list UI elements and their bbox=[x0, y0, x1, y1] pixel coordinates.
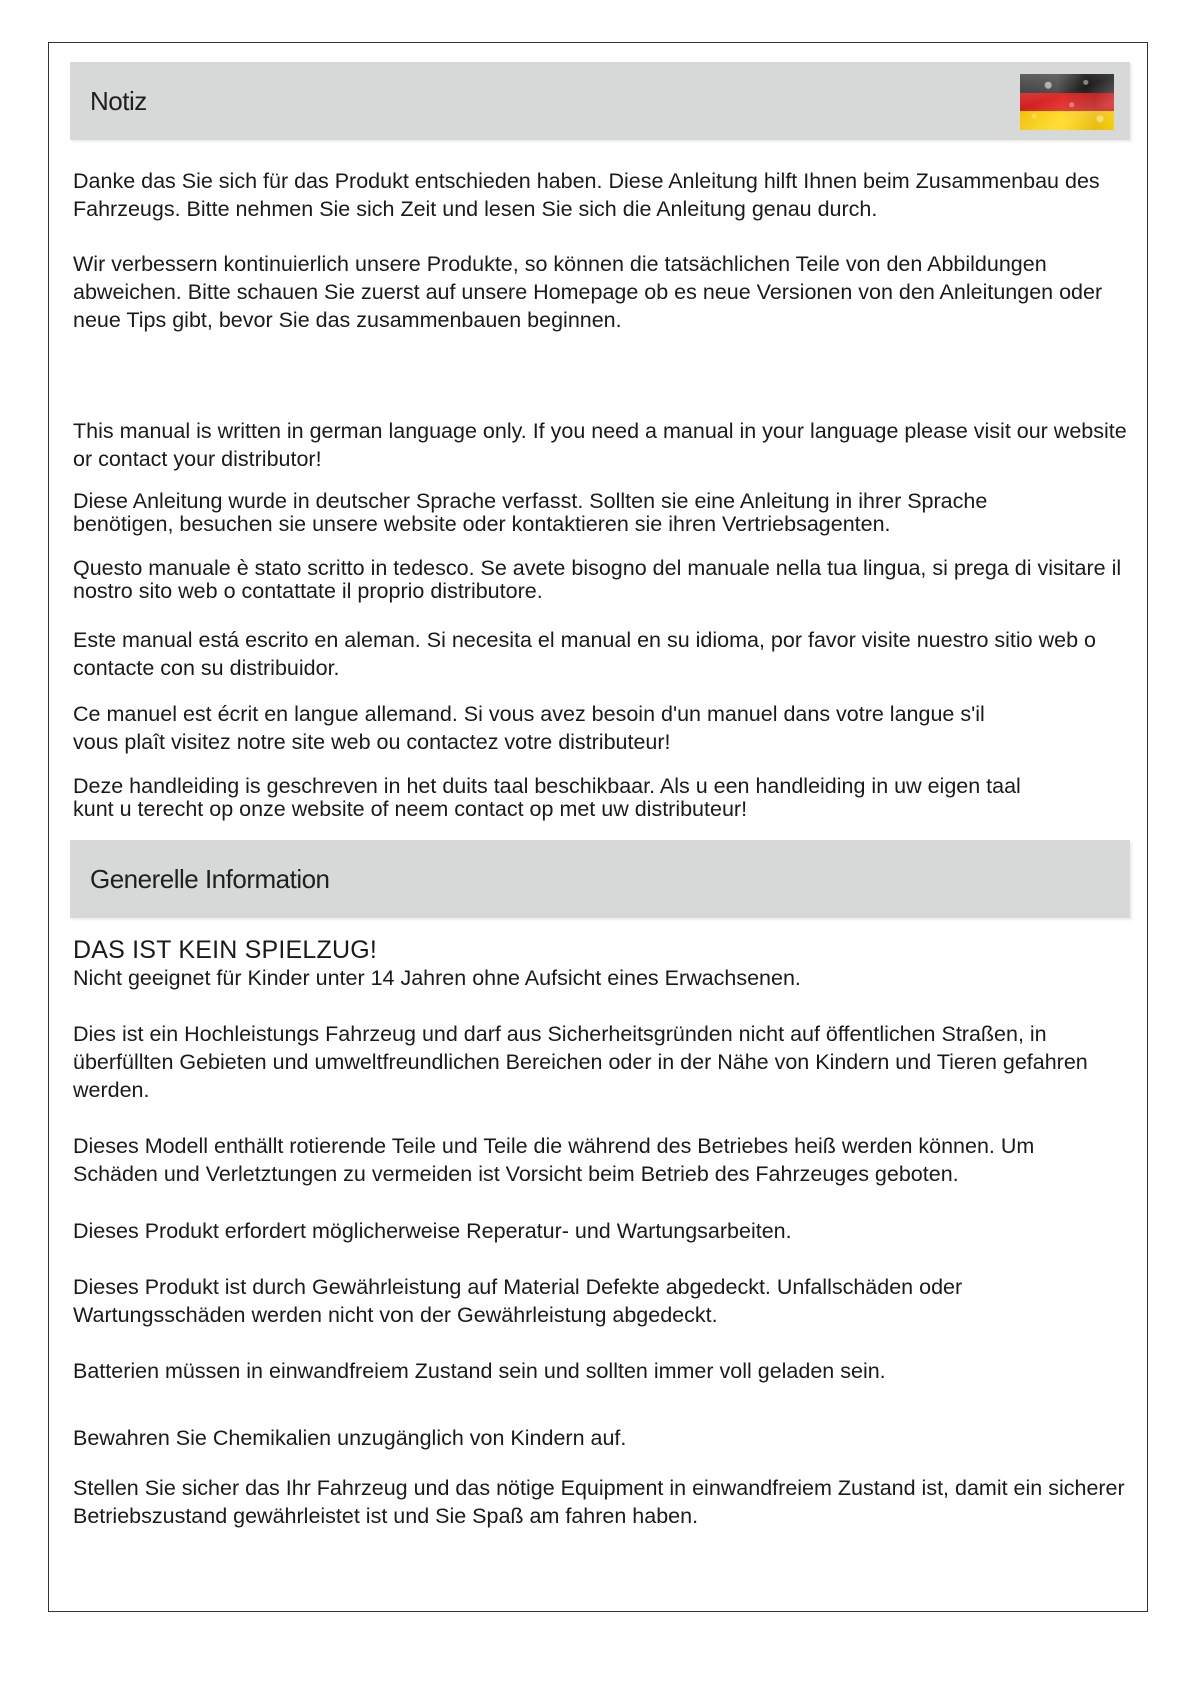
section-header-notiz bbox=[70, 62, 1130, 140]
info-paragraph: Batterien müssen in einwandfreiem Zustand sein und sollten immer voll geladen sein. bbox=[73, 1359, 886, 1383]
section-title: Generelle Information bbox=[90, 864, 330, 894]
intro-paragraph-thanks: Danke das Sie sich für das Produkt entschieden haben. Diese Anleitung hilft Ihnen beim Zusammenbau des Fahrzeugs. Bitte nehmen Sie sich Zeit und lesen Sie sich die Anleitung genau durch. bbox=[73, 169, 1100, 221]
info-paragraph: Stellen Sie sicher das Ihr Fahrzeug und das nötige Equipment in einwandfreiem Zustand ist, damit ein sicherer Betriebszustand gewährleistet ist und Sie Spaß am fahren haben. bbox=[73, 1476, 1125, 1528]
language-notice-dutch: Deze handleiding is geschreven in het duits taal beschikbaar. Als u een handleiding in uw eigen taal kunt u terecht op onze website of neem contact op met uw distributeur! bbox=[73, 774, 1021, 821]
language-notice-english: This manual is written in german language only. If you need a manual in your language please visit our website or contact your distributor! bbox=[73, 419, 1127, 471]
warning-title: DAS IST KEIN SPIELZUG! bbox=[73, 936, 378, 964]
info-paragraph: Nicht geeignet für Kinder unter 14 Jahren ohne Aufsicht eines Erwachsenen. bbox=[73, 966, 801, 990]
germany-flag-icon bbox=[1020, 74, 1114, 130]
section-title: Notiz bbox=[90, 86, 147, 116]
language-notice-spanish: Este manual está escrito en aleman. Si necesita el manual en su idioma, por favor visite nuestro sitio web o contacte con su distribuidor. bbox=[73, 628, 1096, 680]
info-paragraph: Dieses Produkt erfordert möglicherweise Reperatur- und Wartungsarbeiten. bbox=[73, 1219, 792, 1243]
info-paragraph: Bewahren Sie Chemikalien unzugänglich von Kindern auf. bbox=[73, 1426, 627, 1450]
info-paragraph: Dieses Produkt ist durch Gewährleistung auf Material Defekte abgedeckt. Unfallschäden oder Wartungsschäden werden nicht von der Gewährleistung abgedeckt. bbox=[73, 1275, 963, 1327]
info-paragraph: Dies ist ein Hochleistungs Fahrzeug und darf aus Sicherheitsgründen nicht auf öffentlichen Straßen, in überfüllten Gebieten und umweltfreundlichen Bereichen oder in der Nähe von Kindern und Tieren gefahren werden. bbox=[73, 1022, 1088, 1102]
language-notice-french: Ce manuel est écrit en langue allemand. Si vous avez besoin d'un manuel dans votre langue s'il vous plaît visitez notre site web ou contactez votre distributeur! bbox=[73, 702, 985, 754]
intro-paragraph-updates: Wir verbessern kontinuierlich unsere Produkte, so können die tatsächlichen Teile von den Abbildungen abweichen. Bitte schauen Sie zuerst auf unsere Homepage ob es neue Versionen von den Anleitungen oder neue Tips gibt, bevor Sie das zusammenbauen beginnen. bbox=[73, 252, 1103, 332]
info-paragraph: Dieses Modell enthällt rotierende Teile und Teile die während des Betriebes heiß werden können. Um Schäden und Verletztungen zu vermeiden ist Vorsicht beim Betrieb des Fahrzeuges geboten. bbox=[73, 1134, 1035, 1186]
language-notice-german: Diese Anleitung wurde in deutscher Sprache verfasst. Sollten sie eine Anleitung in ihrer Sprache benötigen, besuchen sie unsere website oder kontaktieren sie ihren Vertriebsagenten. bbox=[73, 489, 988, 536]
language-notice-italian: Questo manuale è stato scritto in tedesco. Se avete bisogno del manuale nella tua lingua, si prega di visitare il nostro sito web o contattate il proprio distributore. bbox=[73, 556, 1122, 603]
section-header-general-information bbox=[70, 840, 1130, 918]
